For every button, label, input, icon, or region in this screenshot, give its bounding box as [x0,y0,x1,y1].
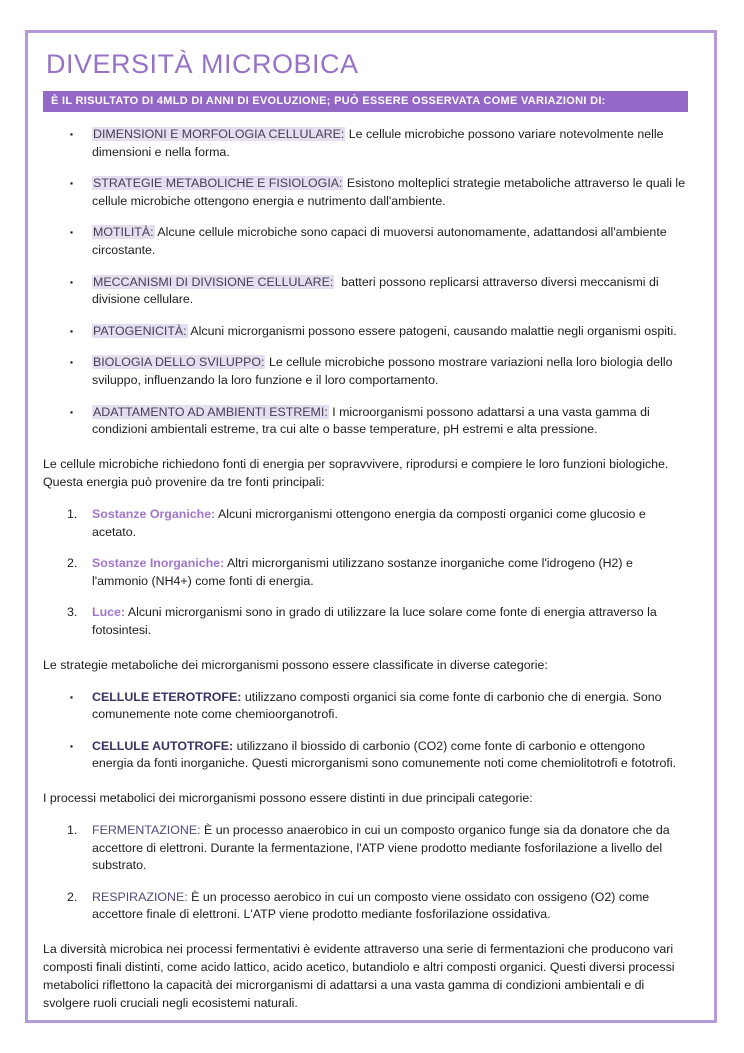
process-lead: FERMENTAZIONE: [92,822,201,837]
energy-intro-paragraph: Le cellule microbiche richiedono fonti di energia per sopravvivere, riprodursi e compiere le loro funzioni biologiche. Questa energia può provenire da tre fonti principali: [43,456,669,489]
bullet-text: Le cellule microbiche possono variare notevolmente nelle dimensioni e nella forma. [92,127,664,159]
list-item [43,822,688,875]
bullet-icon: ▪ [70,178,74,189]
bullet-text: Esistono molteplici strategie metaboliche attraverso le quali le cellule microbiche ottengono energia e nutrimento dall'ambiente. [92,176,686,208]
item-text: È un processo anaerobico in cui un composto organico funge sia da donatore che da accettore di elettroni. Durante la fermentazione, l'ATP viene prodotto mediante fosforilazione a livello del substrato. [92,822,670,873]
bullet-icon: ▪ [70,357,74,368]
bullet-text: batteri possono replicarsi attraverso diversi meccanismi di divisione cellulare. [92,274,659,307]
list-item [43,175,688,210]
dark-purple-lead: CELLULE AUTOTROFE: [92,738,234,753]
bullet-icon: ▪ [70,691,74,702]
list-item [43,604,688,639]
document-content [28,33,714,1013]
list-item [43,274,688,309]
highlighted-lead: ADATTAMENTO AD AMBIENTI ESTREMI: [93,404,328,419]
item-text: È un processo aerobico in cui un composto viene ossidato con ossigeno (O2) come accettore finale di elettroni. L'ATP viene prodotto mediante fosforilazione ossidativa. [92,889,650,922]
processes-list [43,822,688,924]
strategies-intro-paragraph: Le strategie metaboliche dei microrganismi possono essere classificate in diverse categorie: [43,657,548,672]
list-item [43,738,688,773]
bullet-icon: ▪ [70,740,74,751]
page-title: DIVERSITÀ MICROBICA [46,49,359,79]
item-text: Alcuni microrganismi sono in grado di utilizzare la luce solare come fonte di energia attraverso la fotosintesi. [92,605,657,637]
processes-intro-paragraph: I processi metabolici dei microrganismi possono essere distinti in due principali categorie: [43,790,533,805]
item-text: utilizzano composti organici sia come fonte di carbonio che di energia. Sono comunemente note come chemioorganotrofi. [92,689,662,722]
bullet-icon: ▪ [70,129,74,139]
item-text: utilizzano il biossido di carbonio (CO2) come fonte di carbonio e ottengono energia da fonti inorganiche. Questi microrganismi sono comunemente noti come chemiolitotrofi e fototrofi. [92,738,677,771]
list-item [43,689,688,724]
highlighted-lead: BIOLOGIA DELLO SVILUPPO: [93,355,265,370]
page-border-frame [25,30,717,1023]
list-item [43,323,688,341]
bullet-icon: ▪ [70,325,74,336]
variation-bullet-list [43,126,688,439]
bullet-icon: ▪ [70,227,74,238]
list-number: 1. [67,822,78,837]
bullet-icon: ▪ [70,406,74,417]
bullet-icon: ▪ [70,276,74,287]
purple-lead: Sostanze Organiche: [92,506,216,521]
highlighted-lead: MOTILITÀ: [93,225,154,240]
highlighted-lead: PATOGENICITÀ: [93,323,187,338]
intro-banner: È IL RISULTATO DI 4MLD DI ANNI DI EVOLUZIONE; PUÒ ESSERE OSSERVATA COME VARIAZIONI DI: [43,91,688,112]
list-item [43,506,688,541]
list-number: 1. [67,506,78,521]
highlighted-lead: MECCANISMI DI DIVISIONE CELLULARE: [93,274,334,289]
list-number: 3. [67,605,78,620]
bullet-text: Le cellule microbiche possono mostrare variazioni nella loro biologia dello sviluppo, influenzando la loro funzione e il loro comportamento. [92,355,673,388]
bullet-text: Alcune cellule microbiche sono capaci di muoversi autonomamente, adattandosi all'ambiente circostante. [92,225,667,258]
item-text: Alcuni microrganismi ottengono energia da composti organici come glucosio e acetato. [92,506,646,539]
highlighted-lead: STRATEGIE METABOLICHE E FISIOLOGIA: [93,176,343,191]
bullet-text: I microorganismi possono adattarsi a una vasta gamma di condizioni ambientali estreme, tra cui alte o basse temperature, pH estremi e alta pressione. [92,404,650,437]
closing-paragraph: La diversità microbica nei processi fermentativi è evidente attraverso una serie di fermentazioni che producono vari composti finali distinti, come acido lattico, acido acetico, butandiolo e altri composti organici. Questi diversi processi metabolici riflettono la capacità dei microrganismi di adattarsi a una vasta gamma di condizioni ambientali e di svolgere ruoli cruciali negli ecosistemi naturali. [43,942,675,1010]
list-item [43,555,688,590]
list-item [43,354,688,389]
item-text: Altri microrganismi utilizzano sostanze inorganiche come l'idrogeno (H2) e l'ammonio (NH4+) come fonti di energia. [92,556,633,588]
list-item [43,404,688,439]
list-item [43,224,688,259]
strategy-bullet-list [43,689,688,773]
list-number: 2. [67,889,78,904]
bullet-text: Alcuni microrganismi possono essere patogeni, causando malattie negli organismi ospiti. [190,323,677,338]
process-lead: RESPIRAZIONE: [92,889,188,904]
list-item [43,126,688,161]
energy-sources-list [43,506,688,640]
highlighted-lead: DIMENSIONI E MORFOLOGIA CELLULARE: [93,127,345,141]
purple-lead: Luce: [92,605,126,620]
purple-lead: Sostanze Inorganiche: [92,556,225,571]
dark-purple-lead: CELLULE ETEROTROFE: [92,689,242,704]
list-number: 2. [67,556,78,571]
list-item [43,889,688,924]
